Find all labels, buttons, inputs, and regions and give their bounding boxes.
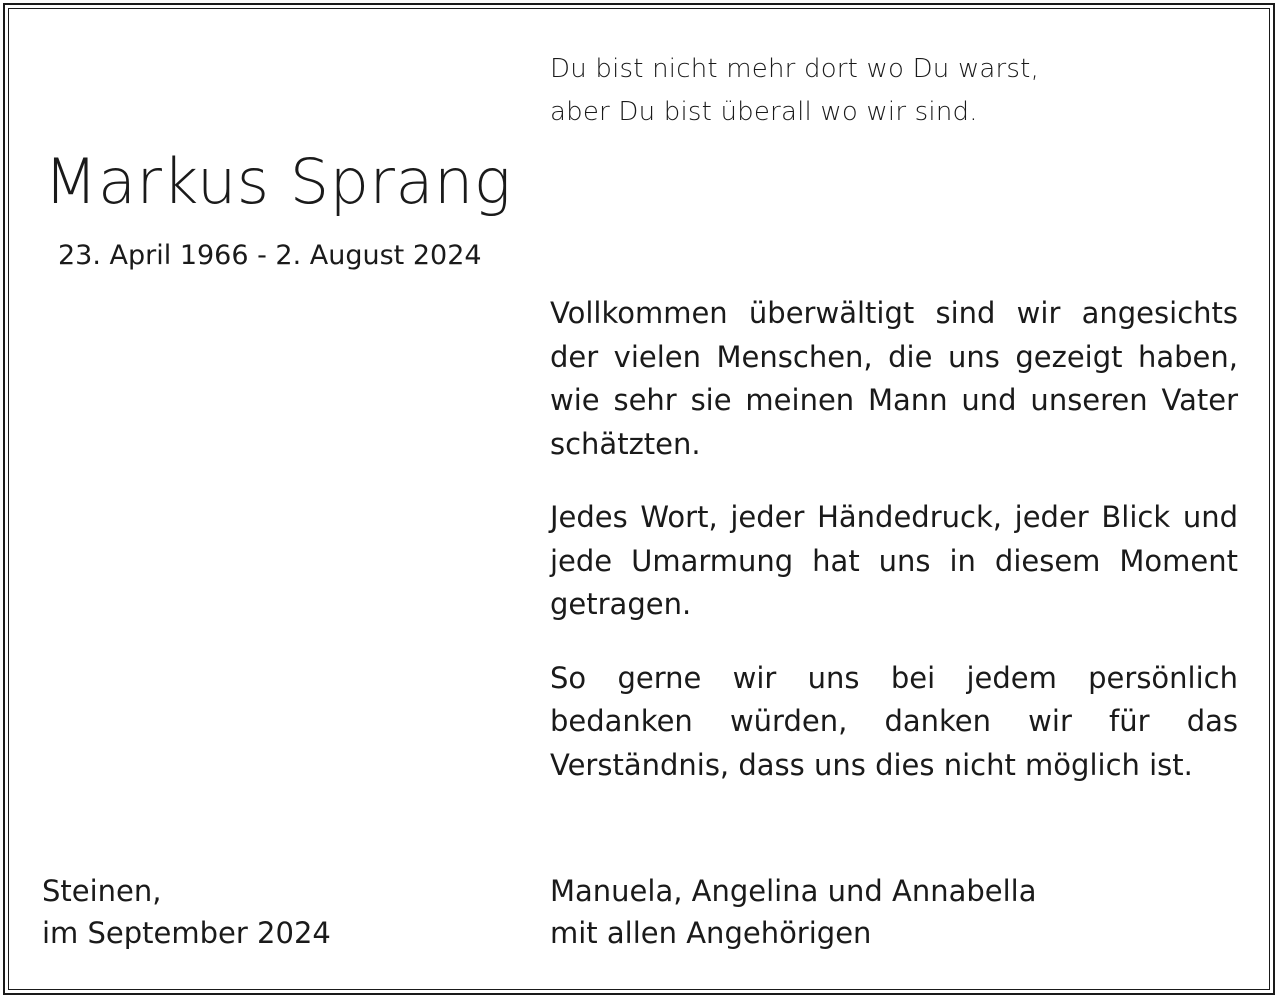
signature-line-2: mit allen Angehörigen: [550, 916, 872, 950]
motto-line-2: aber Du bist überall wo wir sind.: [550, 97, 978, 127]
thanks-paragraph-3: So gerne wir uns bei jedem persönlich bedanken würden, danken wir für das Verständnis, dass uns dies nicht möglich ist.: [550, 660, 1238, 782]
motto-line-1: Du bist nicht mehr dort wo Du warst,: [550, 54, 1040, 84]
place-line-2: im September 2024: [42, 916, 331, 950]
motto-quote: [550, 48, 1110, 134]
deceased-name: Markus Sprang: [44, 145, 512, 218]
thanks-text: [550, 292, 1238, 817]
signature: [550, 870, 1037, 954]
place-line-1: Steinen,: [42, 874, 162, 908]
thanks-paragraph-2: Jedes Wort, jeder Händedruck, jeder Blick und jede Umarmung hat uns in diesem Moment getragen.: [550, 500, 1238, 621]
place-and-date: [42, 870, 331, 954]
life-dates: 23. April 1966 - 2. August 2024: [58, 240, 482, 271]
signature-line-1: Manuela, Angelina und Annabella: [550, 874, 1037, 908]
thanks-paragraph-1: Vollkommen überwältigt sind wir angesichts der vielen Menschen, die uns gezeigt haben, wie sehr sie meinen Mann und unseren Vater schätzten.: [550, 296, 1238, 461]
